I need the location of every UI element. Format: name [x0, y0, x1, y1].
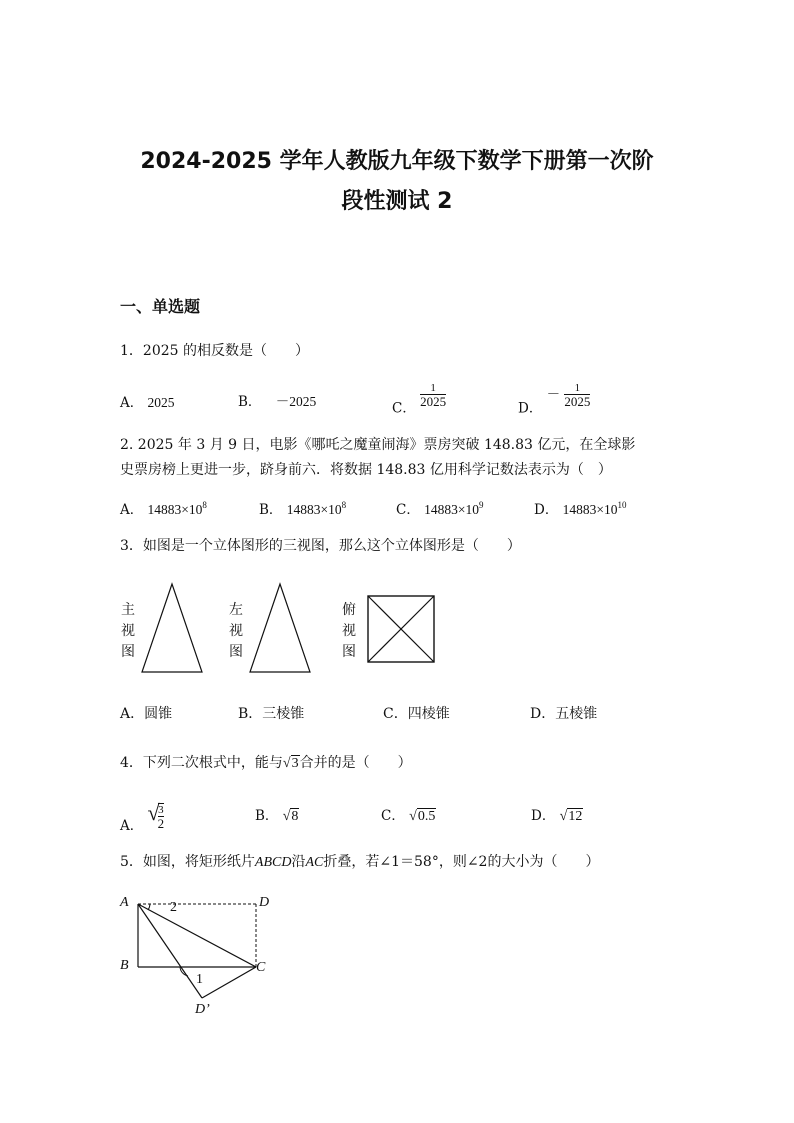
left-view-label: [228, 600, 244, 663]
fraction-denominator: 2: [157, 816, 165, 831]
question-1-stem: 1．2025 的相反数是（ ）: [120, 343, 309, 359]
section-heading: 一、单选题: [120, 297, 201, 316]
fraction-numerator: 3: [158, 804, 164, 816]
front-view-triangle: [140, 582, 204, 674]
q4-option-a[interactable]: [120, 800, 164, 834]
q2-option-b[interactable]: [259, 498, 346, 518]
option-label: C．: [392, 400, 416, 417]
sqrt-3: √3: [282, 756, 299, 771]
q3-option-c[interactable]: C．四棱锥: [383, 706, 450, 722]
question-2-stem-line1: 2. 2025 年 3 月 9 日，电影《哪吒之魔童闹海》票房突破 148.83 亿元，在全球影: [120, 437, 636, 453]
fraction-denominator: 2025: [420, 394, 447, 409]
point-label-d: D: [259, 895, 270, 910]
option-label: A．: [120, 395, 144, 411]
option-label: A．: [120, 502, 144, 518]
top-view-square: [366, 594, 436, 664]
fraction-numerator: 1: [430, 382, 436, 394]
q3-option-b[interactable]: B．三棱锥: [238, 706, 305, 722]
option-base: 14883×10: [286, 502, 342, 517]
sqrt-fraction: √: [147, 800, 160, 825]
question-2-stem-line2: 史票房榜上更进一步，跻身前六．将数据 148.83 亿用科学记数法表示为（ ）: [120, 462, 612, 478]
radicand: 8: [291, 809, 299, 824]
sqrt-12: √12: [559, 809, 583, 824]
fraction: [158, 803, 165, 830]
q2-option-d[interactable]: [534, 498, 627, 518]
option-label: D．: [531, 808, 556, 824]
top-view-label-char: 图: [342, 644, 356, 660]
q5-stem-text: 折叠，若∠1＝58°，则∠2的大小为（ ）: [323, 854, 600, 870]
q1-option-d[interactable]: [518, 382, 590, 417]
option-label: B．: [255, 808, 279, 824]
left-view-label-char: 视: [229, 623, 243, 639]
option-label: C．: [396, 502, 420, 518]
q1-option-a[interactable]: [120, 391, 175, 411]
option-label: B．: [238, 394, 262, 410]
fraction-denominator: 2025: [564, 394, 591, 409]
option-base: 14883×10: [562, 502, 618, 517]
point-label-b: B: [120, 958, 129, 973]
q4-stem-text: 合并的是（ ）: [299, 755, 412, 771]
point-label-a: A: [120, 895, 129, 910]
question-4-stem: [120, 751, 412, 776]
angle-label-1: 1: [196, 972, 203, 987]
q5-stem-text: 沿: [291, 854, 306, 870]
radicand: 3: [291, 756, 299, 771]
top-view-label-char: 视: [342, 623, 356, 639]
option-label: C．: [381, 808, 405, 824]
q4-option-b[interactable]: [255, 804, 299, 825]
option-label: D．: [518, 400, 543, 417]
rectangle-name: ABCD: [254, 855, 292, 870]
sqrt-0-5: √0.5: [409, 809, 436, 824]
sqrt-8: √8: [282, 809, 299, 824]
option-exponent: 8: [202, 500, 207, 510]
minus-sign: －: [546, 386, 561, 402]
fraction: [564, 382, 590, 408]
document-title-line2: 段性测试 2: [341, 189, 453, 214]
front-view-label-char: 主: [121, 602, 135, 618]
left-view-label-char: 图: [229, 644, 243, 660]
q2-option-c[interactable]: [396, 498, 484, 518]
q4-option-c[interactable]: [381, 804, 436, 825]
radicand: 12: [568, 809, 583, 824]
q3-option-a[interactable]: A．圆锥: [120, 706, 173, 722]
point-label-c: C: [256, 960, 266, 975]
q1-option-b[interactable]: [238, 390, 316, 410]
q5-stem-text: 5．如图，将矩形纸片: [120, 854, 255, 870]
radicand: 0.5: [417, 809, 436, 824]
q2-option-a[interactable]: [120, 498, 207, 518]
left-view-label-char: 左: [229, 602, 243, 618]
option-exponent: 10: [617, 500, 627, 510]
option-exponent: 9: [479, 500, 484, 510]
angle-label-2: 2: [170, 900, 177, 915]
option-base: 14883×10: [147, 502, 203, 517]
question-5-stem: [120, 850, 599, 875]
option-value: 2025: [147, 395, 175, 410]
question-3-stem: 3．如图是一个立体图形的三视图，那么这个立体图形是（ ）: [120, 538, 521, 554]
option-label: B．: [259, 502, 283, 518]
option-label: D．: [534, 502, 559, 518]
front-view-label-char: 视: [121, 623, 135, 639]
fold-line-name: AC: [305, 855, 324, 870]
q1-option-c[interactable]: [392, 382, 446, 417]
q4-option-d[interactable]: [531, 804, 583, 825]
front-view-label-char: 图: [121, 644, 135, 660]
option-value: －2025: [275, 394, 317, 409]
option-exponent: 8: [341, 500, 347, 510]
option-base: 14883×10: [424, 502, 480, 517]
fraction-numerator: 1: [574, 382, 581, 394]
q4-stem-text: 4．下列二次根式中，能与: [120, 755, 283, 771]
left-view-triangle: [248, 582, 312, 674]
fraction: [420, 382, 446, 408]
option-label: A．: [120, 818, 144, 834]
point-label-d-prime: D’: [195, 1002, 210, 1017]
q3-option-d[interactable]: D．五棱锥: [530, 706, 598, 722]
top-view-label-char: 俯: [342, 602, 356, 618]
front-view-label: [120, 600, 136, 663]
top-view-label: [341, 600, 357, 663]
document-title-line1: 2024-2025 学年人教版九年级下数学下册第一次阶: [140, 149, 654, 174]
